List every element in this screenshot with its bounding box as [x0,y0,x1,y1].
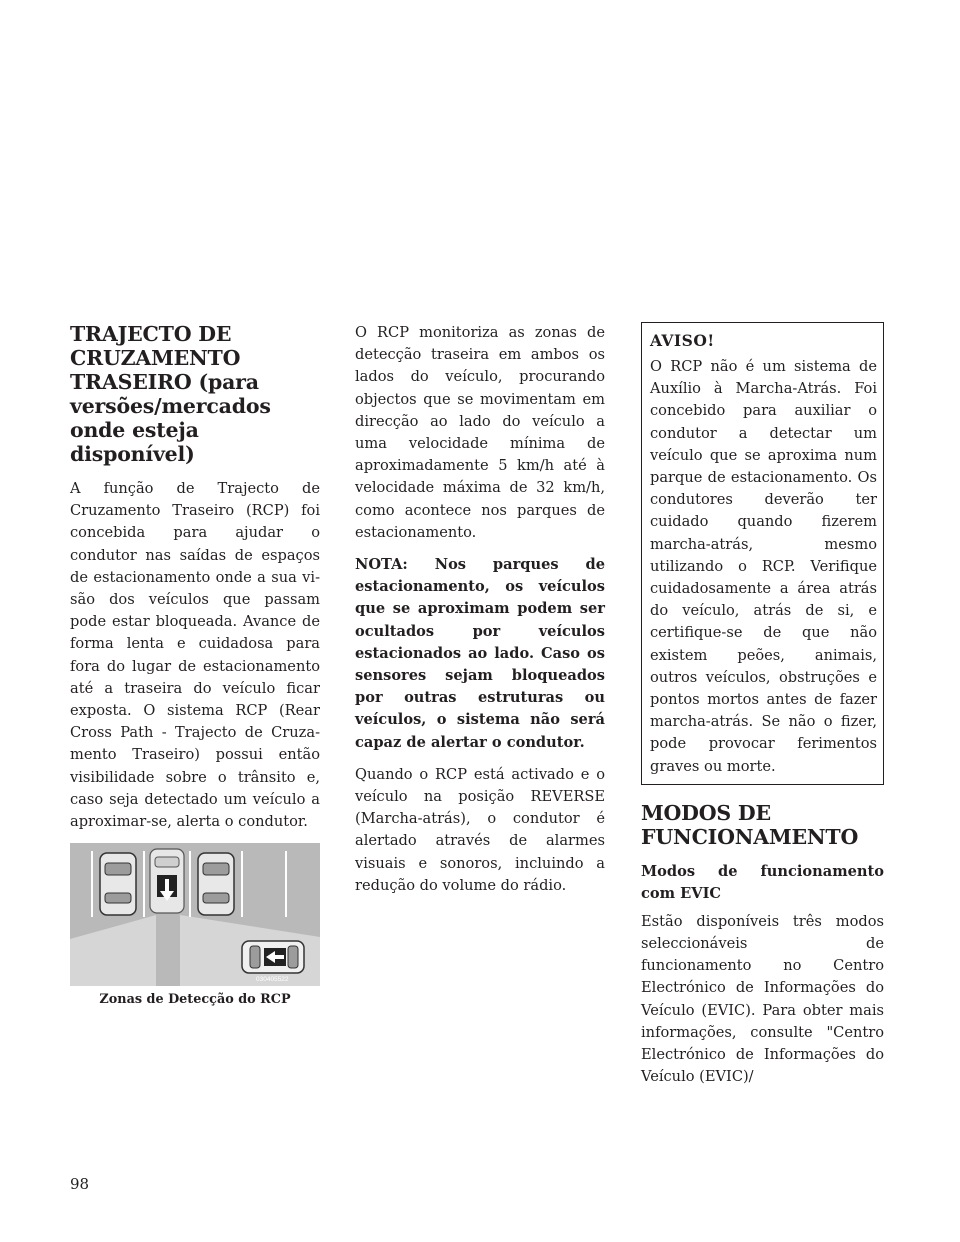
warning-box [641,322,884,785]
rcp-detection-zones-illustration [70,843,320,986]
modes-subtitle: Modos de funcionamento com EVIC [641,862,884,902]
reversing-car [150,849,184,913]
warning-title: AVISO! [650,331,715,350]
figure-caption: Zonas de Detecção do RCP [99,992,291,1008]
column-right [641,322,884,1098]
approaching-car [242,941,304,973]
column-left [70,322,320,1007]
image-code: 030405522 [256,976,289,984]
column-middle [355,322,605,907]
rcp-note: NOTA: Nos parques de estacionamento, os veículos que se aproximam podem ser ocultados por veículos estacionados ao lado. Caso os sensores sejam bloqueados por outras estruturas ou veículos, o sistema não será capaz de alertar o condutor. [355,556,605,751]
modes-title: MODOS DE FUNCIONAMENTO [641,800,859,849]
page-number: 98 [70,1175,90,1193]
rcp-monitor-text: O RCP monitoriza as zonas de detecção traseira em ambos os lados do veículo, procurando objectos que se movimentam em direcção ao lado do veículo a uma velocidade mínima de aproximadamente 5 km/h até à velocidade máxima de 32 km/h, como acontece nos parques de estacionamento. [355,324,605,541]
rcp-figure [70,843,320,1007]
warning-text: O RCP não é um sistema de Auxílio à Marcha-Atrás. Foi concebido para auxiliar o condutor a detectar um veículo que se aproxima num parque de estacionamento. Os condutores deverão ter cuidado quando fizerem marcha-atrás, mesmo utilizando o RCP. Verifique cuidadosamente a área atrás do veículo, atrás de si, e certifique-se de que não existem peões, animais, outros veículos, obstruções e pontos mortos antes de fazer marcha-atrás. Se não o fizer, pode provocar ferimentos graves ou morte. [650,358,877,775]
rcp-intro: A função de Trajecto de Cruzamento Traseiro (RCP) foi concebida para ajudar o condutor nas saídas de espaços de estacionamento onde a sua visão dos veículos que passam pode estar bloqueada. Avance de forma lenta e cuidadosa para fora do lugar de estacionamento até a traseira do veículo ficar exposta. O sistema RCP (Rear Cross Path - Trajecto de Cruzamento Traseiro) possui então visibilidade sobre o trânsito e, caso seja detectado um veículo a aproximar-se, alerta o condutor. [70,480,320,831]
parked-car-right [198,853,234,915]
rcp-title: TRAJECTO DE CRUZAMENTO TRASEIRO (para versões/mercados onde esteja disponível) [70,322,271,466]
modes-text: Estão disponíveis três modos seleccionáveis de funcionamento no Centro Electrónico de Informações do Veículo (EVIC). Para obter mais informações, consulte "Centro Electrónico de Informações do Veículo (EVIC)/ [641,912,884,1086]
parked-car-left [100,853,136,915]
rcp-reverse-text: Quando o RCP está activado e o veículo na posição REVERSE (Marcha-atrás), o condutor é alertado através de alarmes visuais e sonoros, incluindo a redução do volume do rádio. [355,765,605,894]
